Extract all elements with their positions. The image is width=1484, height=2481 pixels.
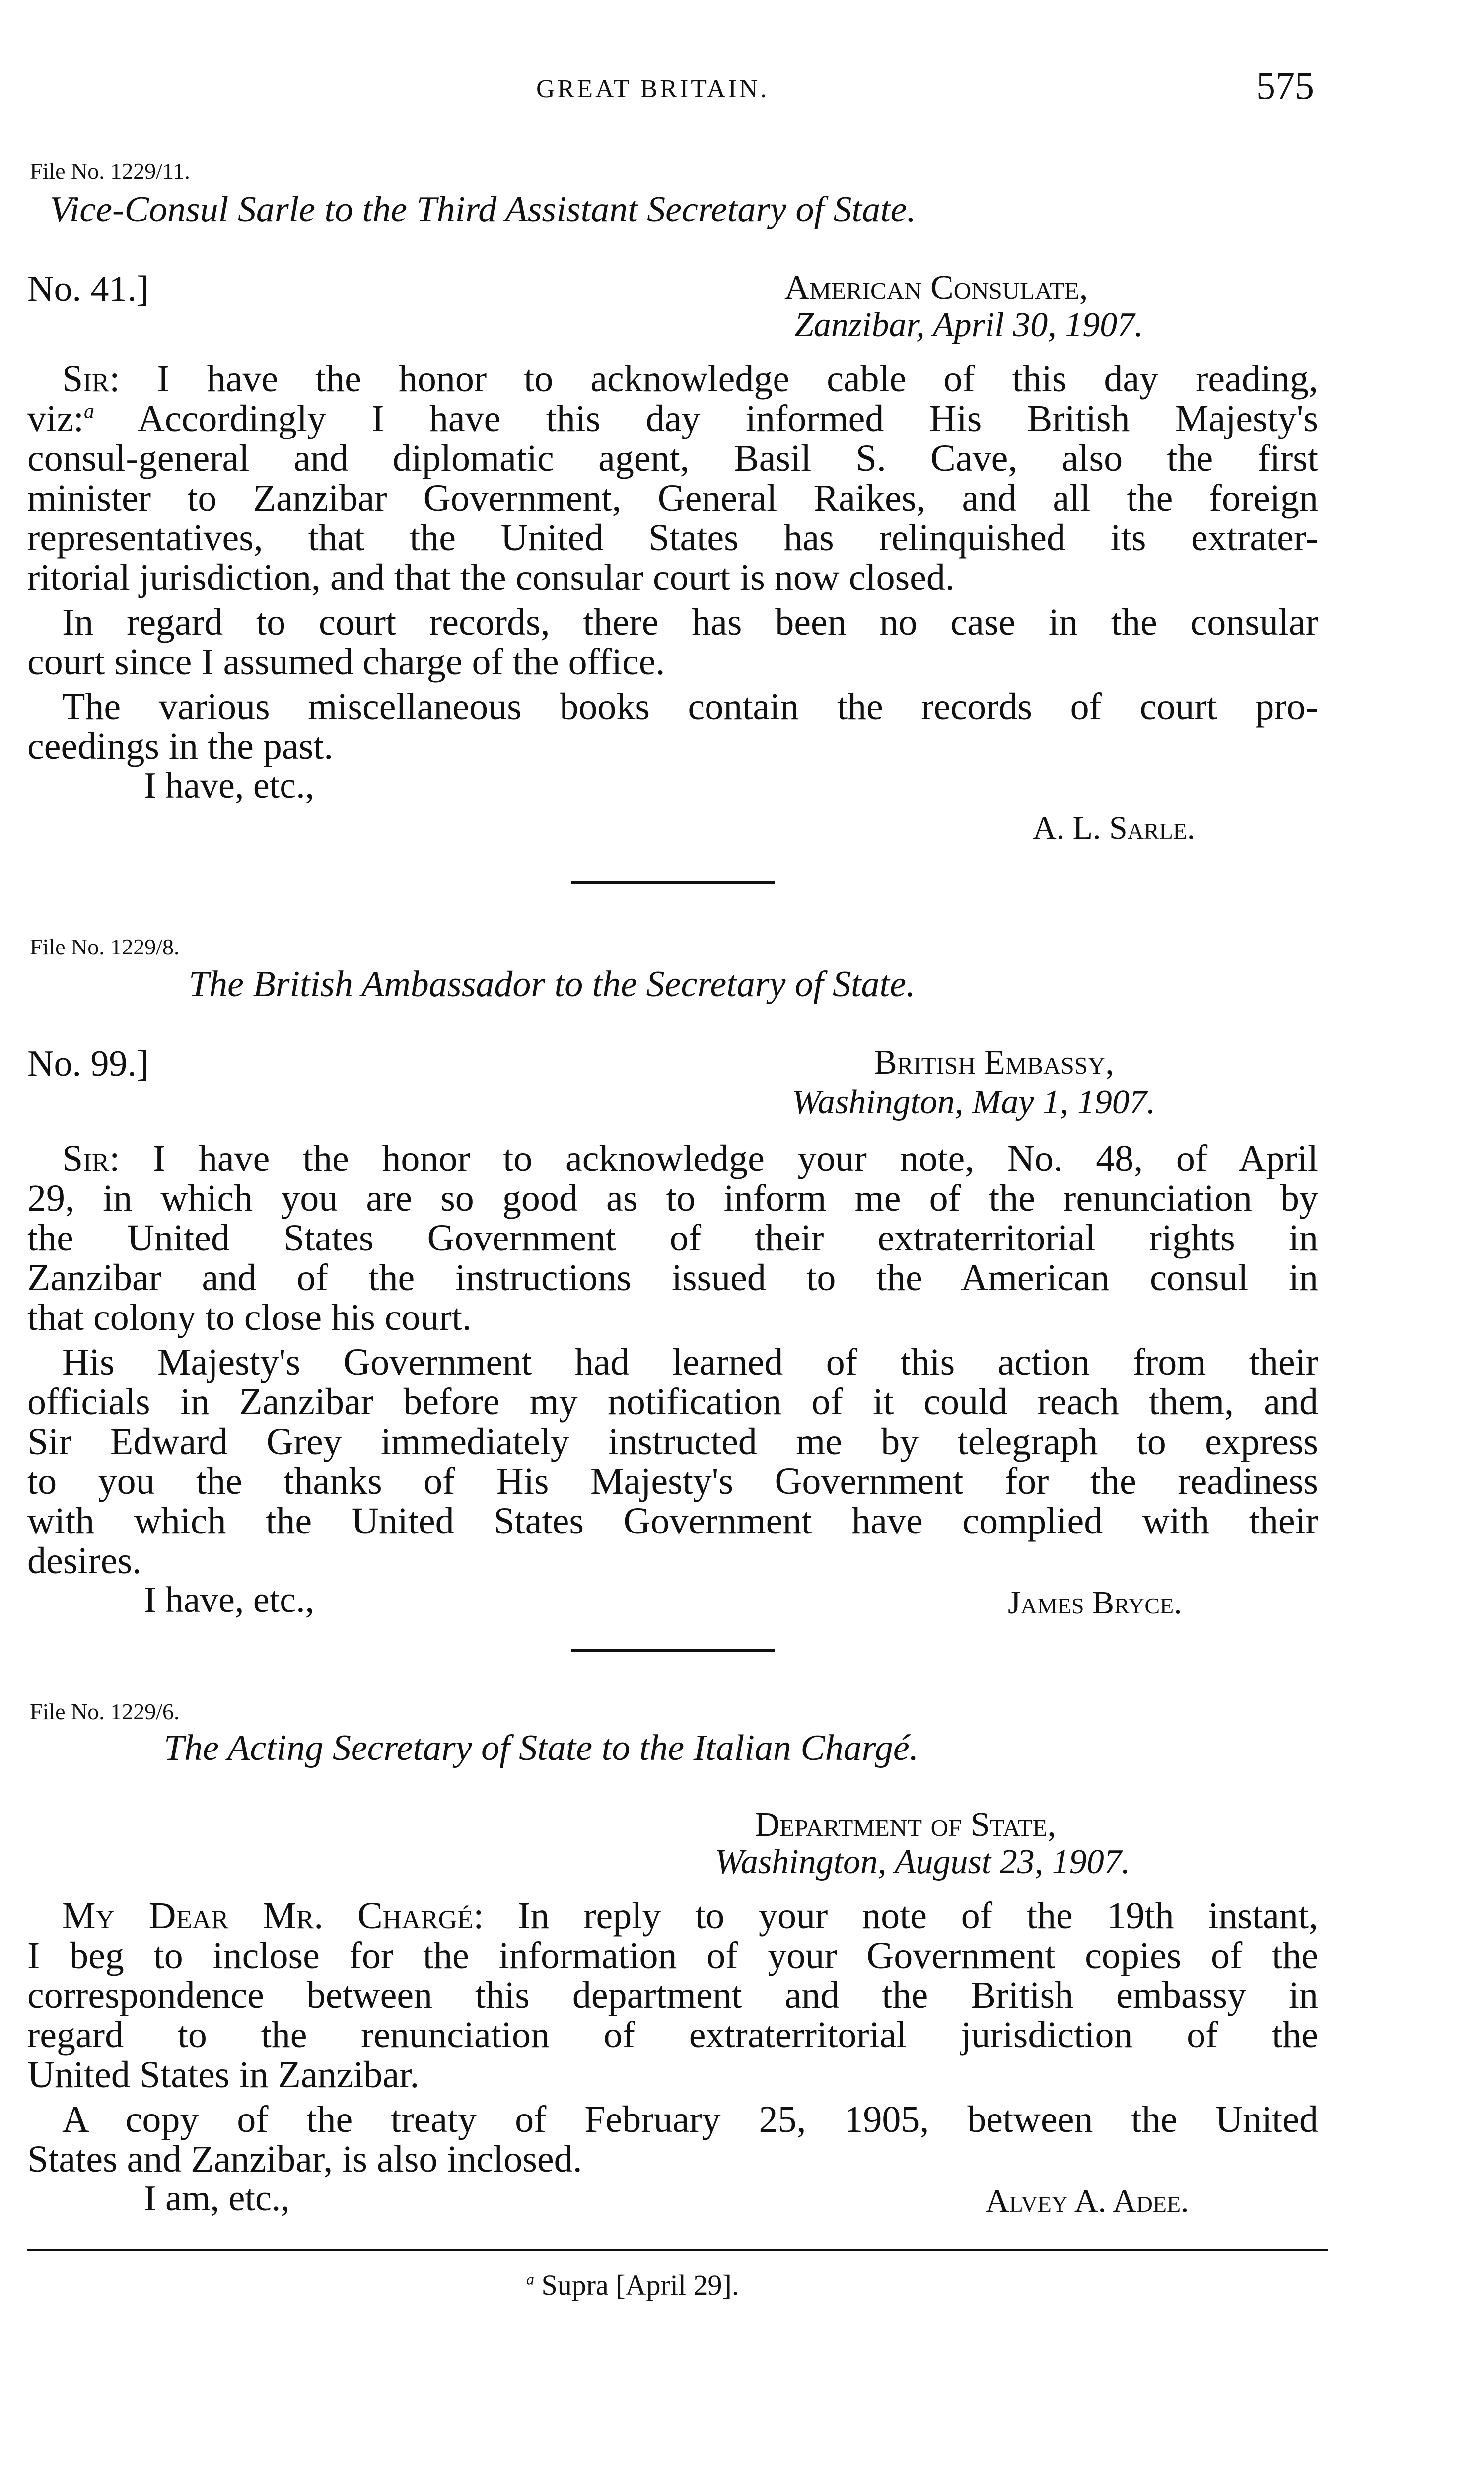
doc3-p1-line2: I beg to inclose for the information of your Government copies of the bbox=[27, 1935, 1318, 1976]
doc2-heading: The British Ambassador to the Secretary of State. bbox=[189, 964, 916, 1005]
doc2-p2-line4: to you the thanks of His Majesty's Government for the readiness bbox=[27, 1460, 1318, 1502]
doc1-file-number: File No. 1229/11. bbox=[30, 158, 190, 184]
doc2-p1-line5: that colony to close his court. bbox=[27, 1297, 472, 1338]
doc2-address-line2: Washington, May 1, 1907. bbox=[792, 1083, 1156, 1121]
doc3-p1-line1: My Dear Mr. Chargé: In reply to your note of the 19th instant, bbox=[62, 1895, 1318, 1937]
footnote-ref-a: a bbox=[83, 400, 94, 423]
doc1-p3-line1: The various miscellaneous books contain the records of court pro- bbox=[62, 686, 1318, 728]
section-divider-2 bbox=[571, 1649, 775, 1652]
doc2-salutation: Sir bbox=[62, 1138, 110, 1179]
doc1-p1-line4: minister to Zanzibar Government, General Raikes, and all the foreign bbox=[27, 477, 1318, 519]
doc3-closing: I am, etc., bbox=[144, 2178, 290, 2219]
doc3-salutation: My Dear Mr. Chargé bbox=[62, 1895, 474, 1937]
footnote-marker: a bbox=[526, 2270, 534, 2288]
doc3-p1-line3: correspondence between this department and the British embassy in bbox=[27, 1974, 1318, 2016]
doc2-p2-line3: Sir Edward Grey immediately instructed me by telegraph to express bbox=[27, 1421, 1318, 1462]
doc1-p1-line1: Sir: I have the honor to acknowledge cable of this day reading, bbox=[62, 358, 1318, 400]
doc1-signature: A. L. Sarle. bbox=[1033, 810, 1196, 846]
doc3-file-number: File No. 1229/6. bbox=[30, 1699, 180, 1724]
doc2-closing: I have, etc., bbox=[144, 1580, 315, 1620]
doc2-signature: James Bryce. bbox=[1008, 1585, 1182, 1621]
doc3-p1-line4: regard to the renunciation of extraterritorial jurisdiction of the bbox=[27, 2014, 1318, 2056]
doc3-heading: The Acting Secretary of State to the Italian Chargé. bbox=[164, 1728, 919, 1768]
doc1-p1-line6: ritorial jurisdiction, and that the consular court is now closed. bbox=[27, 557, 955, 598]
doc3-signature: Alvey A. Adee. bbox=[986, 2183, 1189, 2219]
doc1-p1-line2: viz:$^a$ Accordingly I have this day informed His British Majesty's bbox=[27, 398, 1318, 439]
doc2-p2-line1: His Majesty's Government had learned of this action from their bbox=[62, 1341, 1318, 1383]
doc3-address-line2: Washington, August 23, 1907. bbox=[715, 1843, 1131, 1881]
doc1-number: No. 41.] bbox=[27, 269, 149, 309]
doc3-p2-line1: A copy of the treaty of February 25, 1905, between the United bbox=[62, 2099, 1318, 2140]
doc1-p2-line1: In regard to court records, there has been no case in the consular bbox=[62, 601, 1318, 643]
doc2-address-line1: British Embassy, bbox=[874, 1043, 1114, 1082]
doc1-salutation: Sir bbox=[62, 358, 110, 400]
doc3-p2-line2: States and Zanzibar, is also inclosed. bbox=[27, 2138, 582, 2180]
doc3-address-line1: Department of State, bbox=[755, 1806, 1057, 1844]
doc1-p1-line3: consul-general and diplomatic agent, Basil S. Cave, also the first bbox=[27, 438, 1318, 479]
doc2-p1-line2: 29, in which you are so good as to inform me of the renunciation by bbox=[27, 1177, 1318, 1219]
doc2-p1-line3: the United States Government of their extraterritorial rights in bbox=[27, 1217, 1318, 1259]
footnote-rule bbox=[27, 2249, 1328, 2251]
doc3-p1-line5: United States in Zanzibar. bbox=[27, 2054, 420, 2096]
doc1-p3-line2: ceedings in the past. bbox=[27, 726, 334, 767]
doc2-p2-line5: with which the United States Government have complied with their bbox=[27, 1500, 1318, 1542]
doc2-number: No. 99.] bbox=[27, 1043, 149, 1084]
doc2-p1-line1: Sir: I have the honor to acknowledge your note, No. 48, of April bbox=[62, 1138, 1318, 1179]
doc1-p2-line2: court since I assumed charge of the office. bbox=[27, 641, 665, 683]
doc1-heading: Vice-Consul Sarle to the Third Assistant Secretary of State. bbox=[50, 189, 916, 230]
doc1-closing: I have, etc., bbox=[144, 765, 315, 806]
doc1-address-line1: American Consulate, bbox=[784, 269, 1088, 307]
doc2-p1-line4: Zanzibar and of the instructions issued to the American consul in bbox=[27, 1257, 1318, 1299]
doc1-address-line2: Zanzibar, April 30, 1907. bbox=[794, 306, 1143, 344]
doc2-file-number: File No. 1229/8. bbox=[30, 934, 180, 959]
doc1-p1-line5: representatives, that the United States has relinquished its extrater- bbox=[27, 517, 1318, 559]
doc2-p2-line6: desires. bbox=[27, 1540, 142, 1582]
section-divider-1 bbox=[571, 881, 775, 884]
footnote: $^a$ Supra [April 29]. bbox=[526, 2269, 739, 2301]
doc2-p2-line2: officials in Zanzibar before my notification of it could reach them, and bbox=[27, 1381, 1318, 1423]
page-number: 575 bbox=[1256, 64, 1314, 107]
running-header-title: GREAT BRITAIN. bbox=[536, 75, 770, 103]
